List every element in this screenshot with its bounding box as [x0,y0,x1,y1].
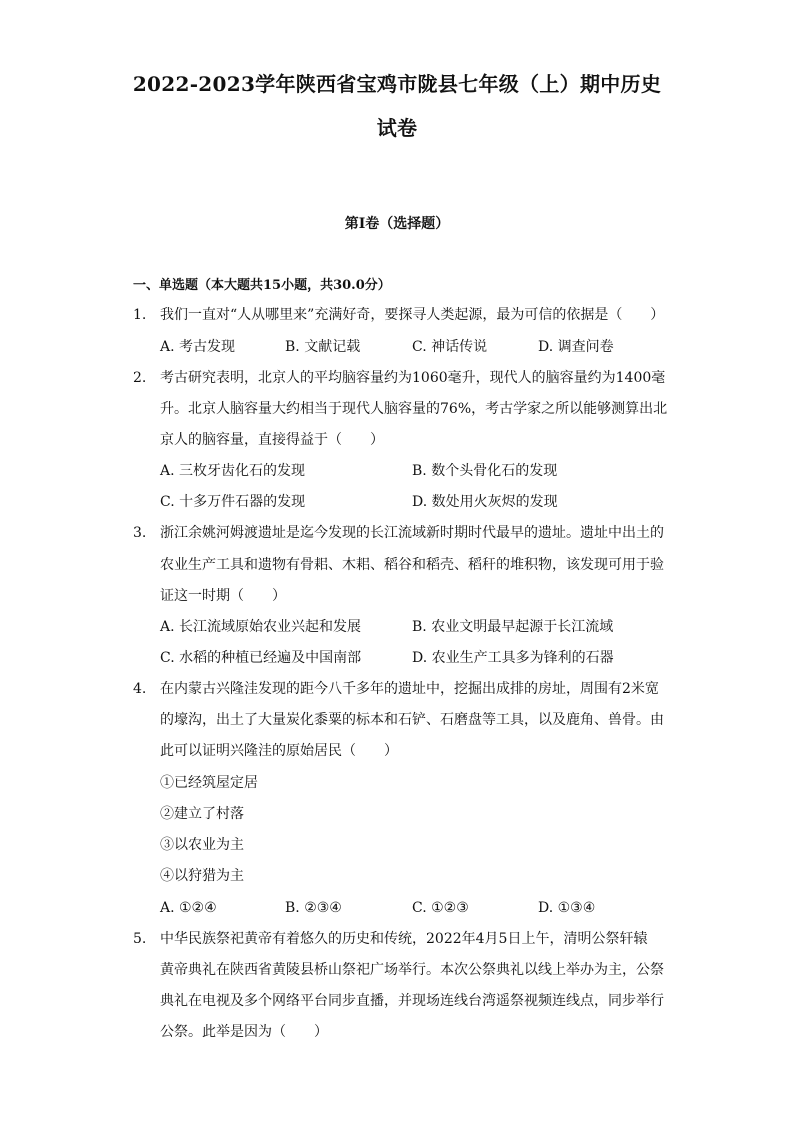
section-heading: 一、单选题（本大题共15小题，共30.0分） [133,278,391,293]
exam-title-line1: 2022-2023学年陕西省宝鸡市陇县七年级（上）期中历史 [132,72,662,96]
statement-item: ④以狩猎为主 [160,868,244,884]
question-text: 的壕沟，出土了大量炭化黍粟的标本和石铲、石磨盘等工具，以及鹿角、兽骨。由 [160,712,664,728]
question-text: 黄帝典礼在陕西省黄陵县桥山祭祀广场举行。本次公祭典礼以线上举办为主，公祭 [160,962,664,978]
question-text: 中华民族祭祀黄帝有着悠久的历史和传统，2022年4月5日上午，清明公祭轩辕 [160,931,648,947]
option-c: C. ①②③ [412,900,469,916]
question-number: 4. [133,681,147,697]
question-text: 京人的脑容量，直接得益于（ ） [160,432,384,448]
option-b: B. 农业文明最早起源于长江流域 [412,619,614,635]
question-text: 此可以证明兴隆洼的原始居民（ ） [160,743,398,759]
question-text: 浙江余姚河姆渡遗址是迄今发现的长江流域新时期时代最早的遗址。遗址中出土的 [160,525,664,541]
question-number: 3. [133,525,147,541]
option-a: A. ①②④ [160,900,217,916]
option-c: C. 神话传说 [412,339,488,355]
volume-heading: 第I卷（选择题） [344,216,450,232]
statement-item: ③以农业为主 [160,837,244,853]
option-d: D. 农业生产工具多为锋利的石器 [412,650,614,666]
statement-item: ②建立了村落 [160,806,244,822]
option-a: A. 三枚牙齿化石的发现 [160,463,306,479]
option-b: B. 数个头骨化石的发现 [412,463,558,479]
question-text: 在内蒙古兴隆洼发现的距今八千多年的遗址中，挖掘出成排的房址，周围有2米宽 [160,681,659,697]
question-text: 典礼在电视及多个网络平台同步直播，并现场连线台湾遥祭视频连线点，同步举行 [160,993,664,1009]
option-d: D. ①③④ [538,900,596,916]
question-text: 考古研究表明，北京人的平均脑容量约为1060毫升，现代人的脑容量约为1400毫 [160,370,666,386]
question-text: 证这一时期（ ） [160,588,286,604]
statement-item: ①已经筑屋定居 [160,775,258,791]
question-number: 1. [133,307,147,323]
option-d: D. 调查问卷 [538,339,614,355]
question-number: 2. [133,370,147,386]
option-c: C. 水稻的种植已经遍及中国南部 [160,650,362,666]
option-b: B. ②③④ [285,900,342,916]
option-d: D. 数处用火灰烬的发现 [412,494,558,510]
option-a: A. 长江流域原始农业兴起和发展 [160,619,362,635]
question-text: 我们一直对“人从哪里来”充满好奇，要探寻人类起源，最为可信的依据是（ ） [160,307,665,323]
option-a: A. 考古发现 [160,339,236,355]
question-text: 公祭。此举是因为（ ） [160,1024,328,1040]
question-text: 升。北京人脑容量大约相当于现代人脑容量的76%，考古学家之所以能够测算出北 [160,401,668,417]
question-number: 5. [133,931,147,947]
option-c: C. 十多万件石器的发现 [160,494,306,510]
exam-title-line2: 试卷 [376,116,418,140]
question-text: 农业生产工具和遗物有骨耜、木耜、稻谷和稻壳、稻秆的堆积物，该发现可用于验 [160,557,664,573]
option-b: B. 文献记载 [285,339,361,355]
